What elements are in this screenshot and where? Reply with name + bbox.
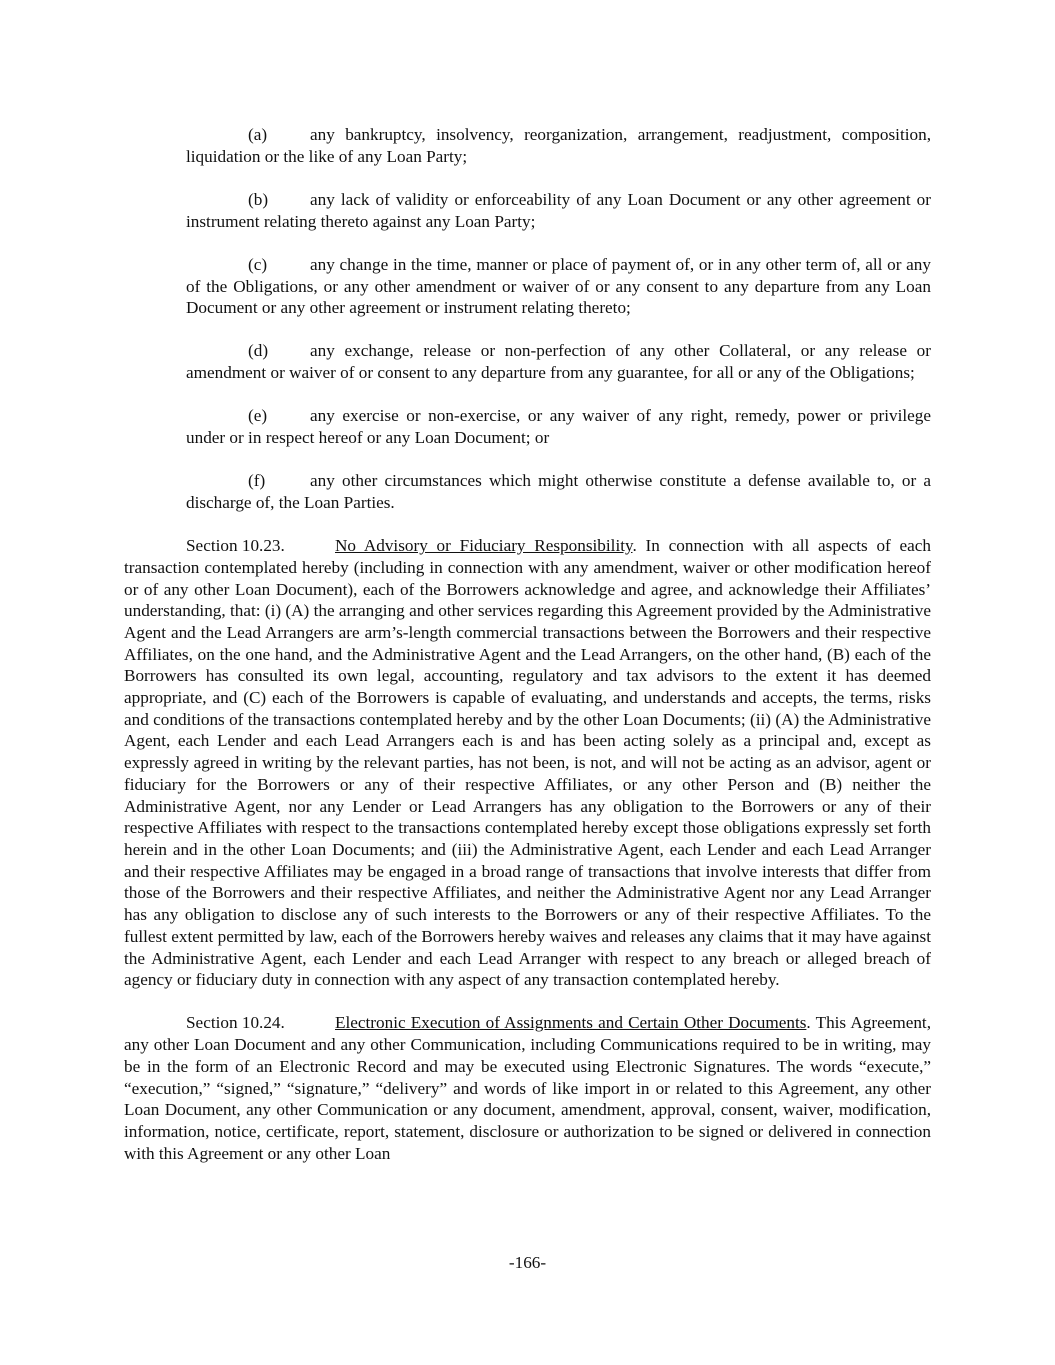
clause-a	[186, 124, 931, 167]
section-body: . In connection with all aspects of each transaction contemplated hereby (including in connection with any amendment, waiver or other modification hereof or of any other Loan Document), each of the Borrowers acknowledge and agree, and acknowledge their Affiliates’ understanding, that: (i) (A) the arranging and other services regarding this Agreement provided by the Administrative Agent and the Lead Arrangers are arm’s-length commercial transactions between the Borrowers and their respective Affiliates, on the one hand, and the Administrative Agent and the Lead Arrangers, on the other hand, (B) each of the Borrowers has consulted its own legal, accounting, regulatory and tax advisors to the extent it has deemed appropriate, and (C) each of the Borrowers is capable of evaluating, and understands and accepts, the terms, risks and conditions of the transactions contemplated hereby and by the other Loan Documents; (ii) (A) the Administrative Agent, each Lender and each Lead Arrangers each is and has been acting solely as a principal and, except as expressly agreed in writing by the relevant parties, has not been, is not, and will not be acting as an advisor, agent or fiduciary for the Borrowers or any of their respective Affiliates, or any other Person and (B) neither the Administrative Agent, nor any Lender or Lead Arrangers has any obligation to the Borrowers or any of their respective Affiliates with respect to the transactions contemplated hereby except those obligations expressly set forth herein and in the other Loan Documents; and (iii) the Administrative Agent, each Lender and each Lead Arranger and their respective Affiliates may be engaged in a broad range of transactions that involve interests that differ from those of the Borrowers and their respective Affiliates, and neither the Administrative Agent nor any Lead Arranger has any obligation to disclose any of such interests to the Borrowers or any of their respective Affiliates. To the fullest extent permitted by law, each of the Borrowers hereby waives and releases any claims that it may have against the Administrative Agent, each Lender and each Lead Arranger with respect to any breach or alleged breach of agency or fiduciary duty in connection with any aspect of any transaction contemplated hereby.	[124, 536, 932, 990]
section-body: . This Agreement, any other Loan Document and any other Communication, including Communications required to be in writing, may be in the form of an Electronic Record and may be executed using Electronic Signatures. The words “execute,” “execution,” “signed,” “signature,” “delivery” and words of like import in or related to this Agreement, any other Loan Document, any other Communication or any document, amendment, approval, consent, waiver, modification, information, notice, certificate, report, statement, disclosure or authorization to be signed or delivered in connection with this Agreement or any other Loan	[124, 1013, 931, 1163]
clause-text: any change in the time, manner or place of payment of, or in any other term of, all or any of the Obligations, or any other amendment or waiver of or any consent to any departure from any Loan Document or any other agreement or instrument relating thereto;	[186, 254, 931, 318]
clause-label: (b)	[248, 189, 269, 209]
section-number: Section 10.23.	[186, 536, 285, 556]
page-number: -166-	[508, 1253, 547, 1272]
section-10-23	[124, 535, 931, 991]
clause-text: any exchange, release or non-perfection of any other Collateral, or any release or amendment or waiver of or consent to any departure from any guarantee, for all or any of the Obligations;	[186, 341, 931, 383]
document-page	[124, 124, 931, 1186]
clause-label: (a)	[248, 125, 268, 144]
section-heading: Electronic Execution of Assignments and Certain Other Documents	[335, 1013, 807, 1033]
clause-label: (e)	[248, 406, 268, 426]
section-heading: No Advisory or Fiduciary Responsibility	[335, 536, 633, 556]
clause-label: (d)	[248, 341, 269, 361]
clause-text: any bankruptcy, insolvency, reorganization, arrangement, readjustment, composition, liquidation or the like of any Loan Party;	[186, 125, 931, 166]
clause-text: any exercise or non-exercise, or any waiver of any right, remedy, power or privilege under or in respect hereof or any Loan Document; or	[186, 406, 931, 448]
clause-b	[186, 189, 931, 232]
clause-c	[186, 254, 931, 319]
clause-f	[186, 470, 931, 513]
clause-e	[186, 405, 931, 448]
clause-text: any lack of validity or enforceability of any Loan Document or any other agreement or instrument relating thereto against any Loan Party;	[186, 189, 931, 231]
clause-text: any other circumstances which might otherwise constitute a defense available to, or a discharge of, the Loan Parties.	[186, 471, 931, 512]
clause-d	[186, 340, 931, 383]
clause-label: (c)	[248, 254, 268, 274]
section-10-24	[124, 1012, 931, 1164]
clause-label: (f)	[248, 471, 266, 491]
section-number: Section 10.24.	[186, 1013, 285, 1033]
